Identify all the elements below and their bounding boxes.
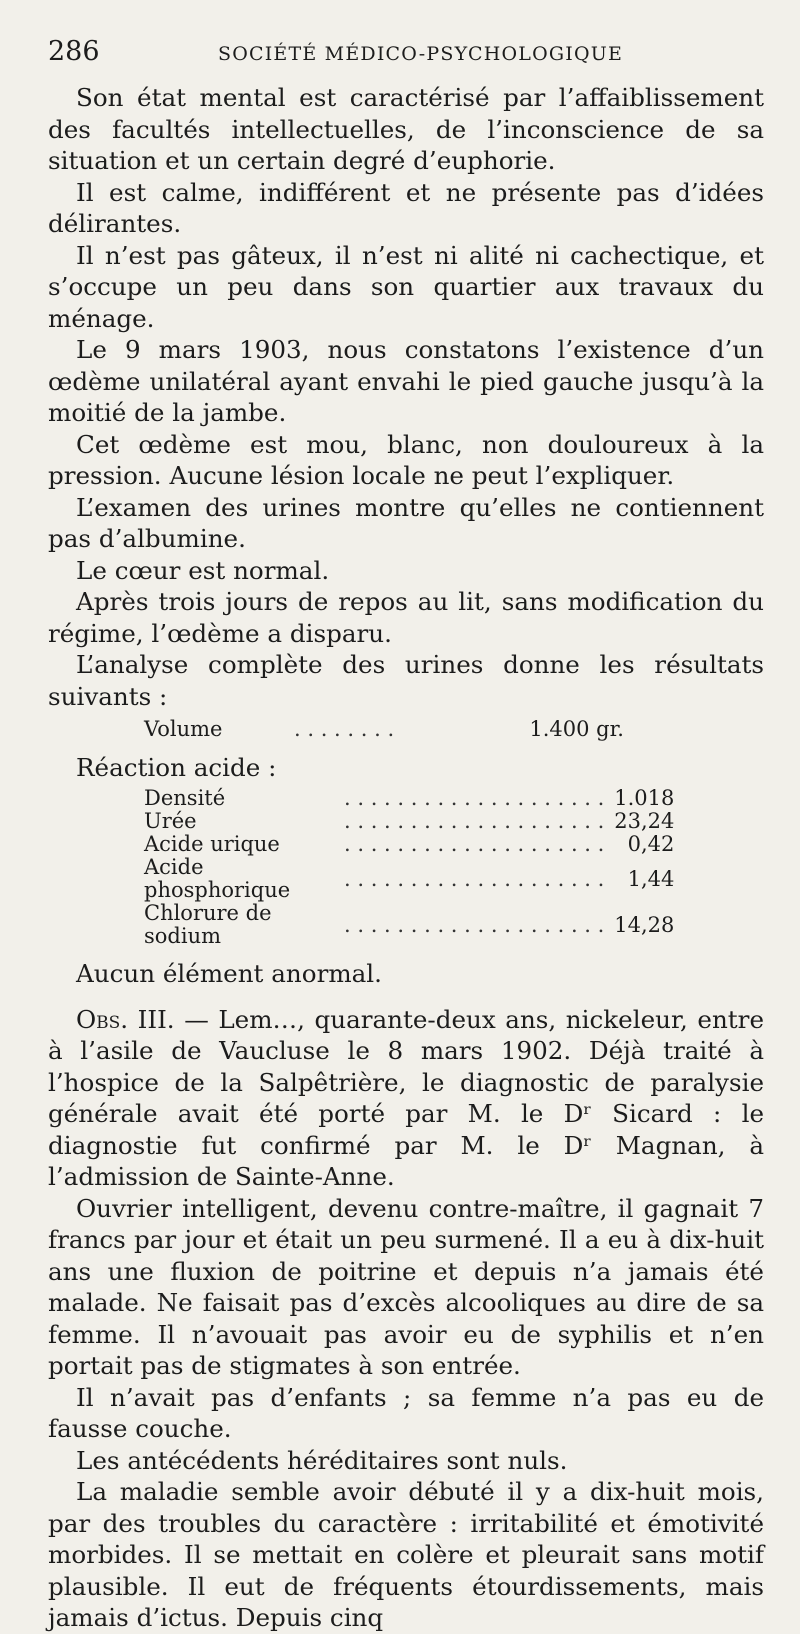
observation-label: Obs. III. [76,1004,175,1034]
analysis-item-name: Acide phosphorique [144,855,291,902]
paragraph: L’examen des urines montre qu’elles ne contiennent pas d’albumine. [48,492,764,553]
page-number: 286 [48,36,100,67]
analysis-item-value: 1,44 [627,866,675,891]
analysis-item-value: 1.018 [614,786,675,810]
observation-paragraph [48,1004,764,1193]
analysis-item-name: Densité [144,786,226,810]
analysis-item-name: Chlorure de sodium [144,901,272,948]
analysis-item-name: Acide urique [144,832,280,856]
analysis-row [144,810,674,833]
dot-leader: . . . . . . . . [294,717,395,741]
analysis-item-value: 23,24 [614,809,675,833]
volume-label: Volume [144,717,223,741]
paragraph: Le cœur est normal. [76,555,330,585]
analysis-item-value: 0,42 [627,832,675,856]
paragraph: Cet œdème est mou, blanc, non douloureux à la pression. Aucune lésion locale ne peut l’expliquer. [48,429,764,490]
paragraph: Réaction acide : [76,752,277,782]
observation-text: — Lem…, quarante-deux ans, nickeleur, entre à l’asile de Vaucluse le 8 mars 1902. Déjà traité à l’hospice de la Salpêtrière, le diagnostic de paralysie générale avait été porté par M. le Dʳ Sicard : le diagnostie fut confirmé par M. le Dʳ Magnan, à l’admission de Sainte-Anne. [48,1004,764,1191]
page-body [48,82,764,1634]
analysis-item-name: Urée [144,809,197,833]
analysis-row [144,833,674,856]
urine-analysis-table [144,787,674,948]
running-title: SOCIÉTÉ MÉDICO-PSYCHOLOGIQUE [218,43,624,65]
analysis-row [144,856,674,902]
paragraph: Il n’est pas gâteux, il n’est ni alité ni cachectique, et s’occupe un peu dans son quartier aux travaux du ménage. [48,240,764,333]
analysis-item-value: 14,28 [614,912,675,937]
analysis-row [144,787,674,810]
paragraph: Ouvrier intelligent, devenu contre-maître, il gagnait 7 francs par jour et était un peu surmené. Il a eu à dix-huit ans une fluxion de poitrine et depuis n’a jamais été malade. Ne faisait pas d’excès alcooliques au dire de sa femme. Il n’avouait pas avoir eu de syphilis et n’en portait pas de stigmates à son entrée. [48,1193,764,1380]
page-header [48,36,764,82]
paragraph: Son état mental est caractérisé par l’affaiblissement des facultés intellectuelles, de l’inconscience de sa situation et un certain degré d’euphorie. [48,83,764,175]
dot-leader: . . . . . . . . . . . . . . . . . . . . [344,866,605,891]
dot-leader: . . . . . . . . . . . . . . . . . . . . [344,810,605,833]
paragraph: Après trois jours de repos au lit, sans modification du régime, l’œdème a disparu. [48,587,764,648]
dot-leader: . . . . . . . . . . . . . . . . . . . . [344,833,605,856]
volume-row [48,714,624,746]
paragraph: Les antécédents héréditaires sont nuls. [76,1445,568,1475]
paragraph: Il est calme, indifférent et ne présente pas d’idées délirantes. [48,177,764,238]
volume-value: 1.400 gr. [529,717,624,741]
dot-leader: . . . . . . . . . . . . . . . . . . . . [344,787,605,810]
paragraph: La maladie semble avoir débuté il y a dix-huit mois, par des troubles du caractère : irritabilité et émotivité morbides. Il se mettait en colère et pleurait sans motif plausible. Il eut de fréquents étourdissements, mais jamais d’ictus. Depuis cinq [48,1477,764,1632]
paragraph: L’analyse complète des urines donne les résultats suivants : [48,650,764,711]
paragraph: Aucun élément anormal. [76,959,382,988]
paragraph: Il n’avait pas d’enfants ; sa femme n’a pas eu de fausse couche. [48,1382,764,1443]
analysis-row [144,902,674,948]
paragraph: Le 9 mars 1903, nous constatons l’existence d’un œdème unilatéral ayant envahi le pied gauche jusqu’à la moitié de la jambe. [48,335,764,427]
dot-leader: . . . . . . . . . . . . . . . . . . . . [344,912,605,937]
